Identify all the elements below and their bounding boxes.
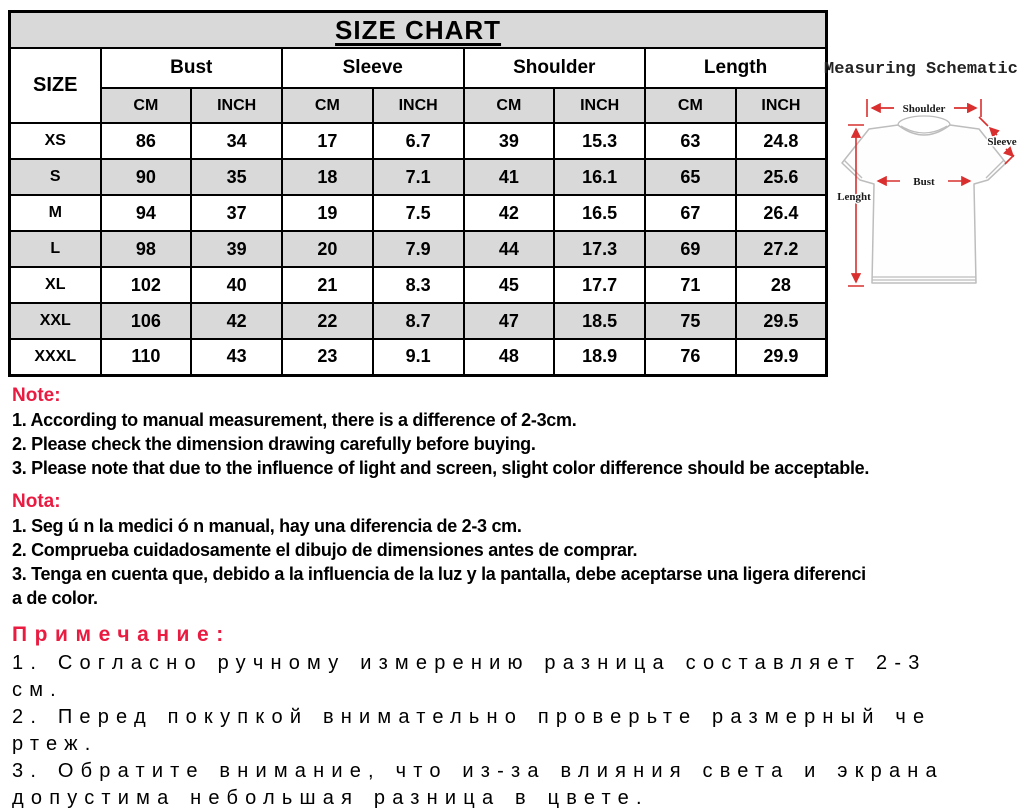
value-cell: 21 — [282, 267, 373, 303]
unit-header: CM — [645, 88, 736, 123]
note-line: 3. Please note that due to the influence of light and screen, slight color difference should be acceptable. — [12, 458, 870, 478]
table-row-xs — [10, 123, 827, 159]
sleeve-arrow-up — [990, 128, 997, 135]
value-cell: 7.9 — [373, 231, 464, 267]
value-cell: 29.5 — [736, 303, 827, 339]
note-title: Примечание: — [12, 623, 231, 646]
value-cell: 39 — [464, 123, 555, 159]
note-line: ртеж. — [12, 733, 98, 755]
value-cell: 39 — [191, 231, 282, 267]
value-cell: 16.5 — [554, 195, 645, 231]
table-row-l — [10, 231, 827, 267]
note-section — [12, 490, 1022, 610]
value-cell: 16.1 — [554, 159, 645, 195]
tshirt-diagram — [834, 83, 1024, 308]
value-cell: 43 — [191, 339, 282, 375]
value-cell: 17.3 — [554, 231, 645, 267]
value-cell: 19 — [282, 195, 373, 231]
table-row-xxl — [10, 303, 827, 339]
value-cell: 45 — [464, 267, 555, 303]
size-cell: M — [10, 195, 101, 231]
value-cell: 23 — [282, 339, 373, 375]
value-cell: 27.2 — [736, 231, 827, 267]
note-section — [12, 384, 1022, 480]
note-title: Nota: — [12, 491, 61, 512]
table-title: SIZE CHART — [335, 14, 502, 45]
note-line: допустима небольшая разница в цвете. — [12, 787, 649, 809]
value-cell: 65 — [645, 159, 736, 195]
note-line: 1. Согласно ручному измерению разница составляет 2-3 — [12, 652, 927, 674]
value-cell: 29.9 — [736, 339, 827, 375]
group-header-row — [10, 48, 827, 88]
unit-header: CM — [282, 88, 373, 123]
value-cell: 25.6 — [736, 159, 827, 195]
value-cell: 18.9 — [554, 339, 645, 375]
value-cell: 44 — [464, 231, 555, 267]
value-cell: 102 — [101, 267, 192, 303]
value-cell: 26.4 — [736, 195, 827, 231]
value-cell: 63 — [645, 123, 736, 159]
note-line: 1. Seg ú n la medici ó n manual, hay una diferencia de 2-3 cm. — [12, 516, 522, 536]
sleeve-tick-bottom — [1005, 155, 1014, 164]
sleeve-arrow-down — [1006, 149, 1013, 156]
value-cell: 6.7 — [373, 123, 464, 159]
tshirt-collar — [898, 116, 950, 125]
size-cell: XXL — [10, 303, 101, 339]
value-cell: 7.1 — [373, 159, 464, 195]
value-cell: 86 — [101, 123, 192, 159]
note-line: 2. Comprueba cuidadosamente el dibujo de dimensiones antes de comprar. — [12, 540, 638, 560]
value-cell: 42 — [464, 195, 555, 231]
value-cell: 94 — [101, 195, 192, 231]
value-cell: 69 — [645, 231, 736, 267]
shoulder-label: Shoulder — [902, 103, 946, 115]
value-cell: 37 — [191, 195, 282, 231]
size-cell: S — [10, 159, 101, 195]
measuring-schematic — [824, 60, 1027, 308]
note-title: Note: — [12, 385, 61, 406]
schematic-title: Measuring Schematic — [824, 60, 1018, 79]
column-header-sleeve: Sleeve — [282, 48, 464, 88]
size-cell: XS — [10, 123, 101, 159]
value-cell: 98 — [101, 231, 192, 267]
value-cell: 42 — [191, 303, 282, 339]
table-title-row — [10, 12, 827, 49]
value-cell: 15.3 — [554, 123, 645, 159]
sleeve-label: Sleeve — [987, 136, 1017, 148]
value-cell: 75 — [645, 303, 736, 339]
note-line: 1. According to manual measurement, there is a difference of 2-3cm. — [12, 410, 577, 430]
unit-header-row — [10, 88, 827, 123]
value-cell: 76 — [645, 339, 736, 375]
note-line: 3. Обратите внимание, что из-за влияния света и экрана — [12, 760, 944, 782]
value-cell: 40 — [191, 267, 282, 303]
value-cell: 7.5 — [373, 195, 464, 231]
value-cell: 8.3 — [373, 267, 464, 303]
value-cell: 48 — [464, 339, 555, 375]
value-cell: 18 — [282, 159, 373, 195]
note-line: 3. Tenga en cuenta que, debido a la influencia de la luz y la pantalla, debe aceptarse una ligera diferenci — [12, 564, 866, 584]
bust-label: Bust — [913, 176, 935, 188]
note-section — [12, 620, 1022, 812]
table-row-s — [10, 159, 827, 195]
size-cell: L — [10, 231, 101, 267]
size-cell: XL — [10, 267, 101, 303]
value-cell: 34 — [191, 123, 282, 159]
value-cell: 22 — [282, 303, 373, 339]
column-header-length: Length — [645, 48, 827, 88]
value-cell: 9.1 — [373, 339, 464, 375]
notes — [12, 384, 1022, 812]
size-chart-table — [8, 10, 828, 377]
unit-header: INCH — [191, 88, 282, 123]
table-row-xxxl — [10, 339, 827, 375]
value-cell: 67 — [645, 195, 736, 231]
value-cell: 90 — [101, 159, 192, 195]
column-header-bust: Bust — [101, 48, 283, 88]
value-cell: 110 — [101, 339, 192, 375]
unit-header: INCH — [736, 88, 827, 123]
value-cell: 17.7 — [554, 267, 645, 303]
note-line: 2. Перед покупкой внимательно проверьте размерный че — [12, 706, 932, 728]
value-cell: 106 — [101, 303, 192, 339]
value-cell: 20 — [282, 231, 373, 267]
value-cell: 47 — [464, 303, 555, 339]
value-cell: 8.7 — [373, 303, 464, 339]
unit-header: INCH — [373, 88, 464, 123]
size-cell: XXXL — [10, 339, 101, 375]
sleeve-tick-top — [979, 117, 988, 126]
column-header-shoulder: Shoulder — [464, 48, 646, 88]
value-cell: 24.8 — [736, 123, 827, 159]
table-row-xl — [10, 267, 827, 303]
value-cell: 41 — [464, 159, 555, 195]
value-cell: 18.5 — [554, 303, 645, 339]
unit-header: CM — [101, 88, 192, 123]
unit-header: CM — [464, 88, 555, 123]
value-cell: 28 — [736, 267, 827, 303]
value-cell: 35 — [191, 159, 282, 195]
value-cell: 71 — [645, 267, 736, 303]
column-header-size: SIZE — [10, 48, 101, 123]
unit-header: INCH — [554, 88, 645, 123]
note-line: 2. Please check the dimension drawing carefully before buying. — [12, 434, 536, 454]
table-title-cell — [10, 12, 827, 49]
tshirt-outline — [842, 125, 1006, 283]
length-label: Lenght — [837, 191, 871, 203]
note-line: см. — [12, 679, 63, 701]
table-row-m — [10, 195, 827, 231]
value-cell: 17 — [282, 123, 373, 159]
note-line: a de color. — [12, 588, 98, 608]
